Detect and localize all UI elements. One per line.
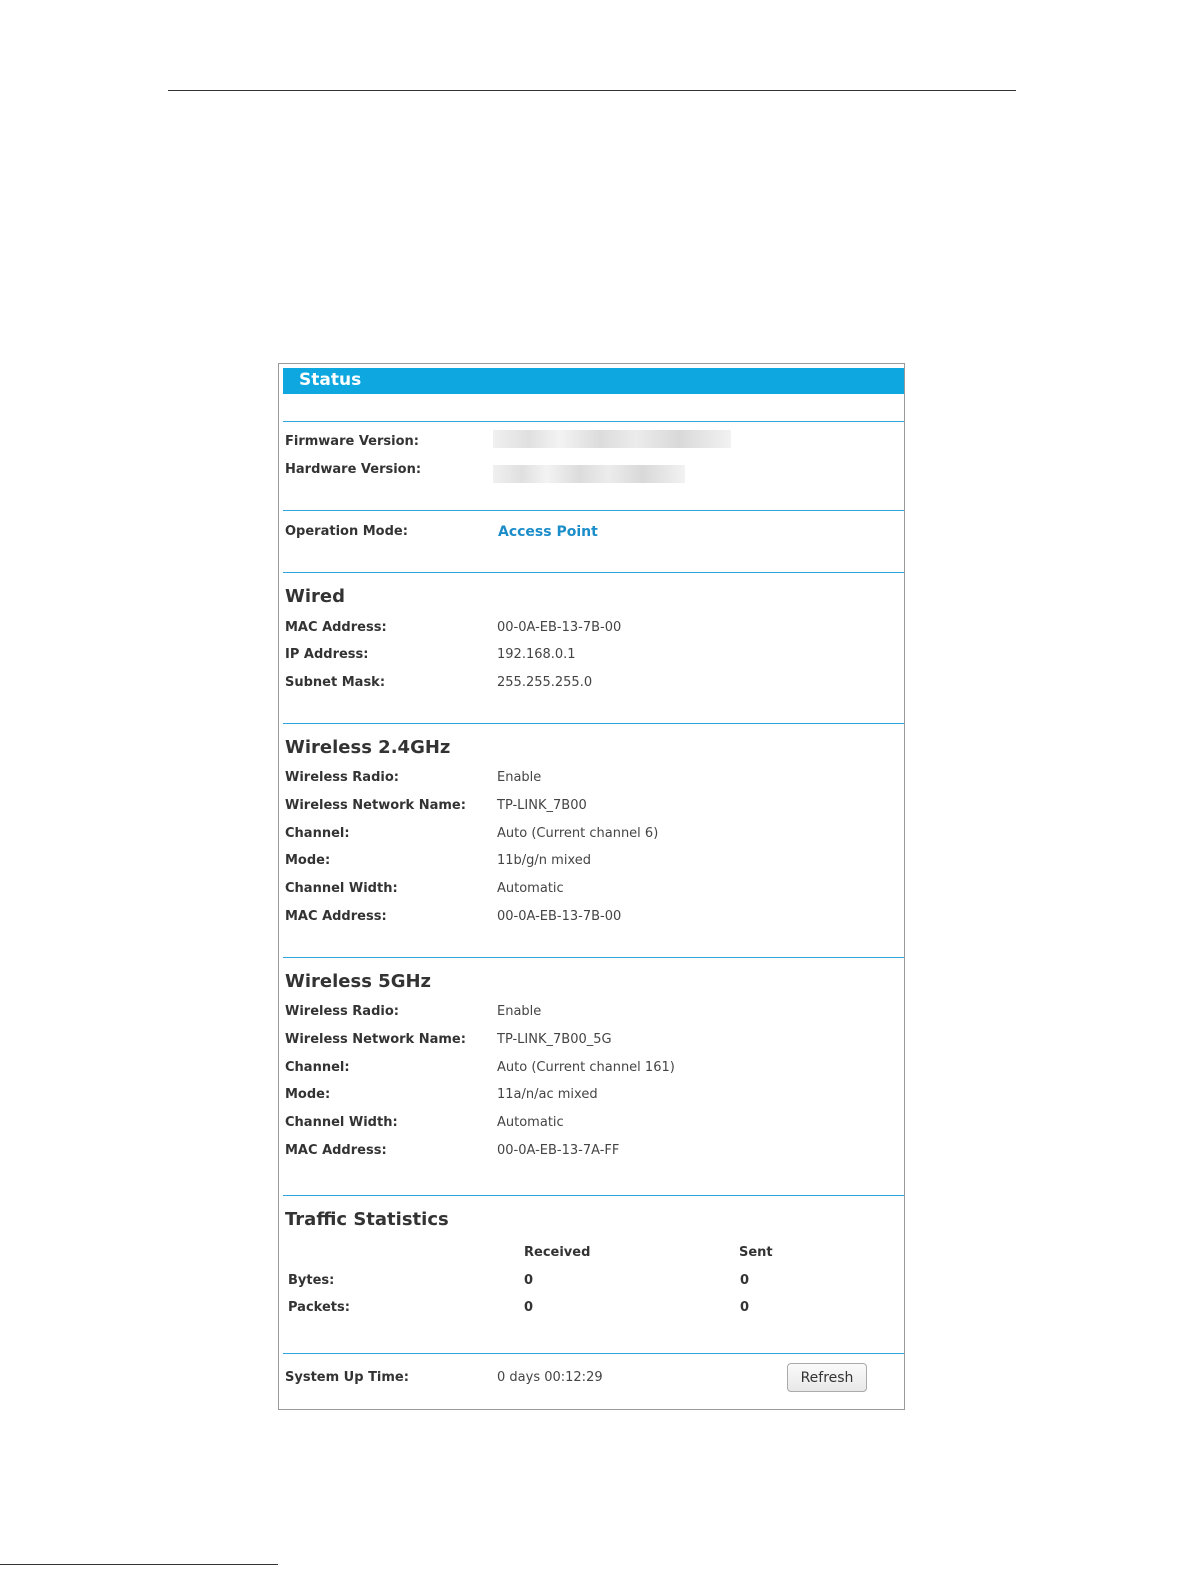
w5-radio-value: Enable: [497, 1004, 542, 1019]
w24-channel-label: Channel:: [285, 826, 350, 841]
traffic-bytes-label: Bytes:: [288, 1273, 335, 1288]
w24-width-label: Channel Width:: [285, 881, 398, 896]
divider: [283, 510, 904, 511]
traffic-bytes-received: 0: [524, 1273, 534, 1288]
divider: [283, 1353, 904, 1354]
traffic-bytes-sent: 0: [740, 1273, 750, 1288]
divider: [283, 421, 904, 422]
wired-subnet-value: 255.255.255.0: [497, 675, 593, 690]
w5-mac-label: MAC Address:: [285, 1143, 387, 1158]
w24-radio-label: Wireless Radio:: [285, 770, 399, 785]
wired-subnet-label: Subnet Mask:: [285, 675, 386, 690]
w24-mac-value: 00-0A-EB-13-7B-00: [497, 909, 622, 924]
traffic-section-title: Traffic Statistics: [285, 1209, 449, 1230]
divider: [283, 572, 904, 573]
firmware-version-label: Firmware Version:: [285, 434, 419, 449]
traffic-col-received: Received: [524, 1245, 591, 1260]
uptime-value: 0 days 00:12:29: [497, 1370, 603, 1385]
page-title: Status: [299, 370, 362, 390]
divider: [283, 1195, 904, 1196]
status-title-bar: [283, 368, 904, 394]
wired-mac-label: MAC Address:: [285, 620, 387, 635]
w24-mac-label: MAC Address:: [285, 909, 387, 924]
page-top-rule: [168, 90, 1016, 91]
w24-ssid-value: TP-LINK_7B00: [497, 798, 587, 813]
w5-mode-label: Mode:: [285, 1087, 331, 1102]
w5-ssid-value: TP-LINK_7B00_5G: [497, 1032, 612, 1047]
traffic-col-sent: Sent: [739, 1245, 773, 1260]
w5-channel-value: Auto (Current channel 161): [497, 1060, 675, 1075]
operation-mode-link[interactable]: Access Point: [498, 524, 598, 540]
w5-mode-value: 11a/n/ac mixed: [497, 1087, 598, 1102]
w24-mode-value: 11b/g/n mixed: [497, 853, 591, 868]
wireless-24-section-title: Wireless 2.4GHz: [285, 737, 451, 758]
divider: [283, 957, 904, 958]
w5-width-value: Automatic: [497, 1115, 564, 1130]
firmware-version-value-blurred: [493, 430, 731, 448]
w24-mode-label: Mode:: [285, 853, 331, 868]
w5-mac-value: 00-0A-EB-13-7A-FF: [497, 1143, 620, 1158]
traffic-packets-received: 0: [524, 1300, 534, 1315]
w5-radio-label: Wireless Radio:: [285, 1004, 399, 1019]
wired-mac-value: 00-0A-EB-13-7B-00: [497, 620, 622, 635]
uptime-label: System Up Time:: [285, 1370, 409, 1385]
wireless-5-section-title: Wireless 5GHz: [285, 971, 432, 992]
w24-radio-value: Enable: [497, 770, 542, 785]
status-panel: [278, 363, 905, 1410]
w24-width-value: Automatic: [497, 881, 564, 896]
operation-mode-label: Operation Mode:: [285, 524, 408, 539]
traffic-packets-sent: 0: [740, 1300, 750, 1315]
wired-ip-label: IP Address:: [285, 647, 369, 662]
w24-channel-value: Auto (Current channel 6): [497, 826, 659, 841]
traffic-packets-label: Packets:: [288, 1300, 350, 1315]
hardware-version-value-blurred: [493, 465, 685, 483]
refresh-button[interactable]: Refresh: [787, 1363, 867, 1392]
w24-ssid-label: Wireless Network Name:: [285, 798, 466, 813]
w5-channel-label: Channel:: [285, 1060, 350, 1075]
w5-width-label: Channel Width:: [285, 1115, 398, 1130]
page-bottom-rule: [0, 1564, 278, 1565]
wired-ip-value: 192.168.0.1: [497, 647, 576, 662]
hardware-version-label: Hardware Version:: [285, 462, 422, 477]
w5-ssid-label: Wireless Network Name:: [285, 1032, 466, 1047]
divider: [283, 723, 904, 724]
wired-section-title: Wired: [285, 586, 345, 607]
